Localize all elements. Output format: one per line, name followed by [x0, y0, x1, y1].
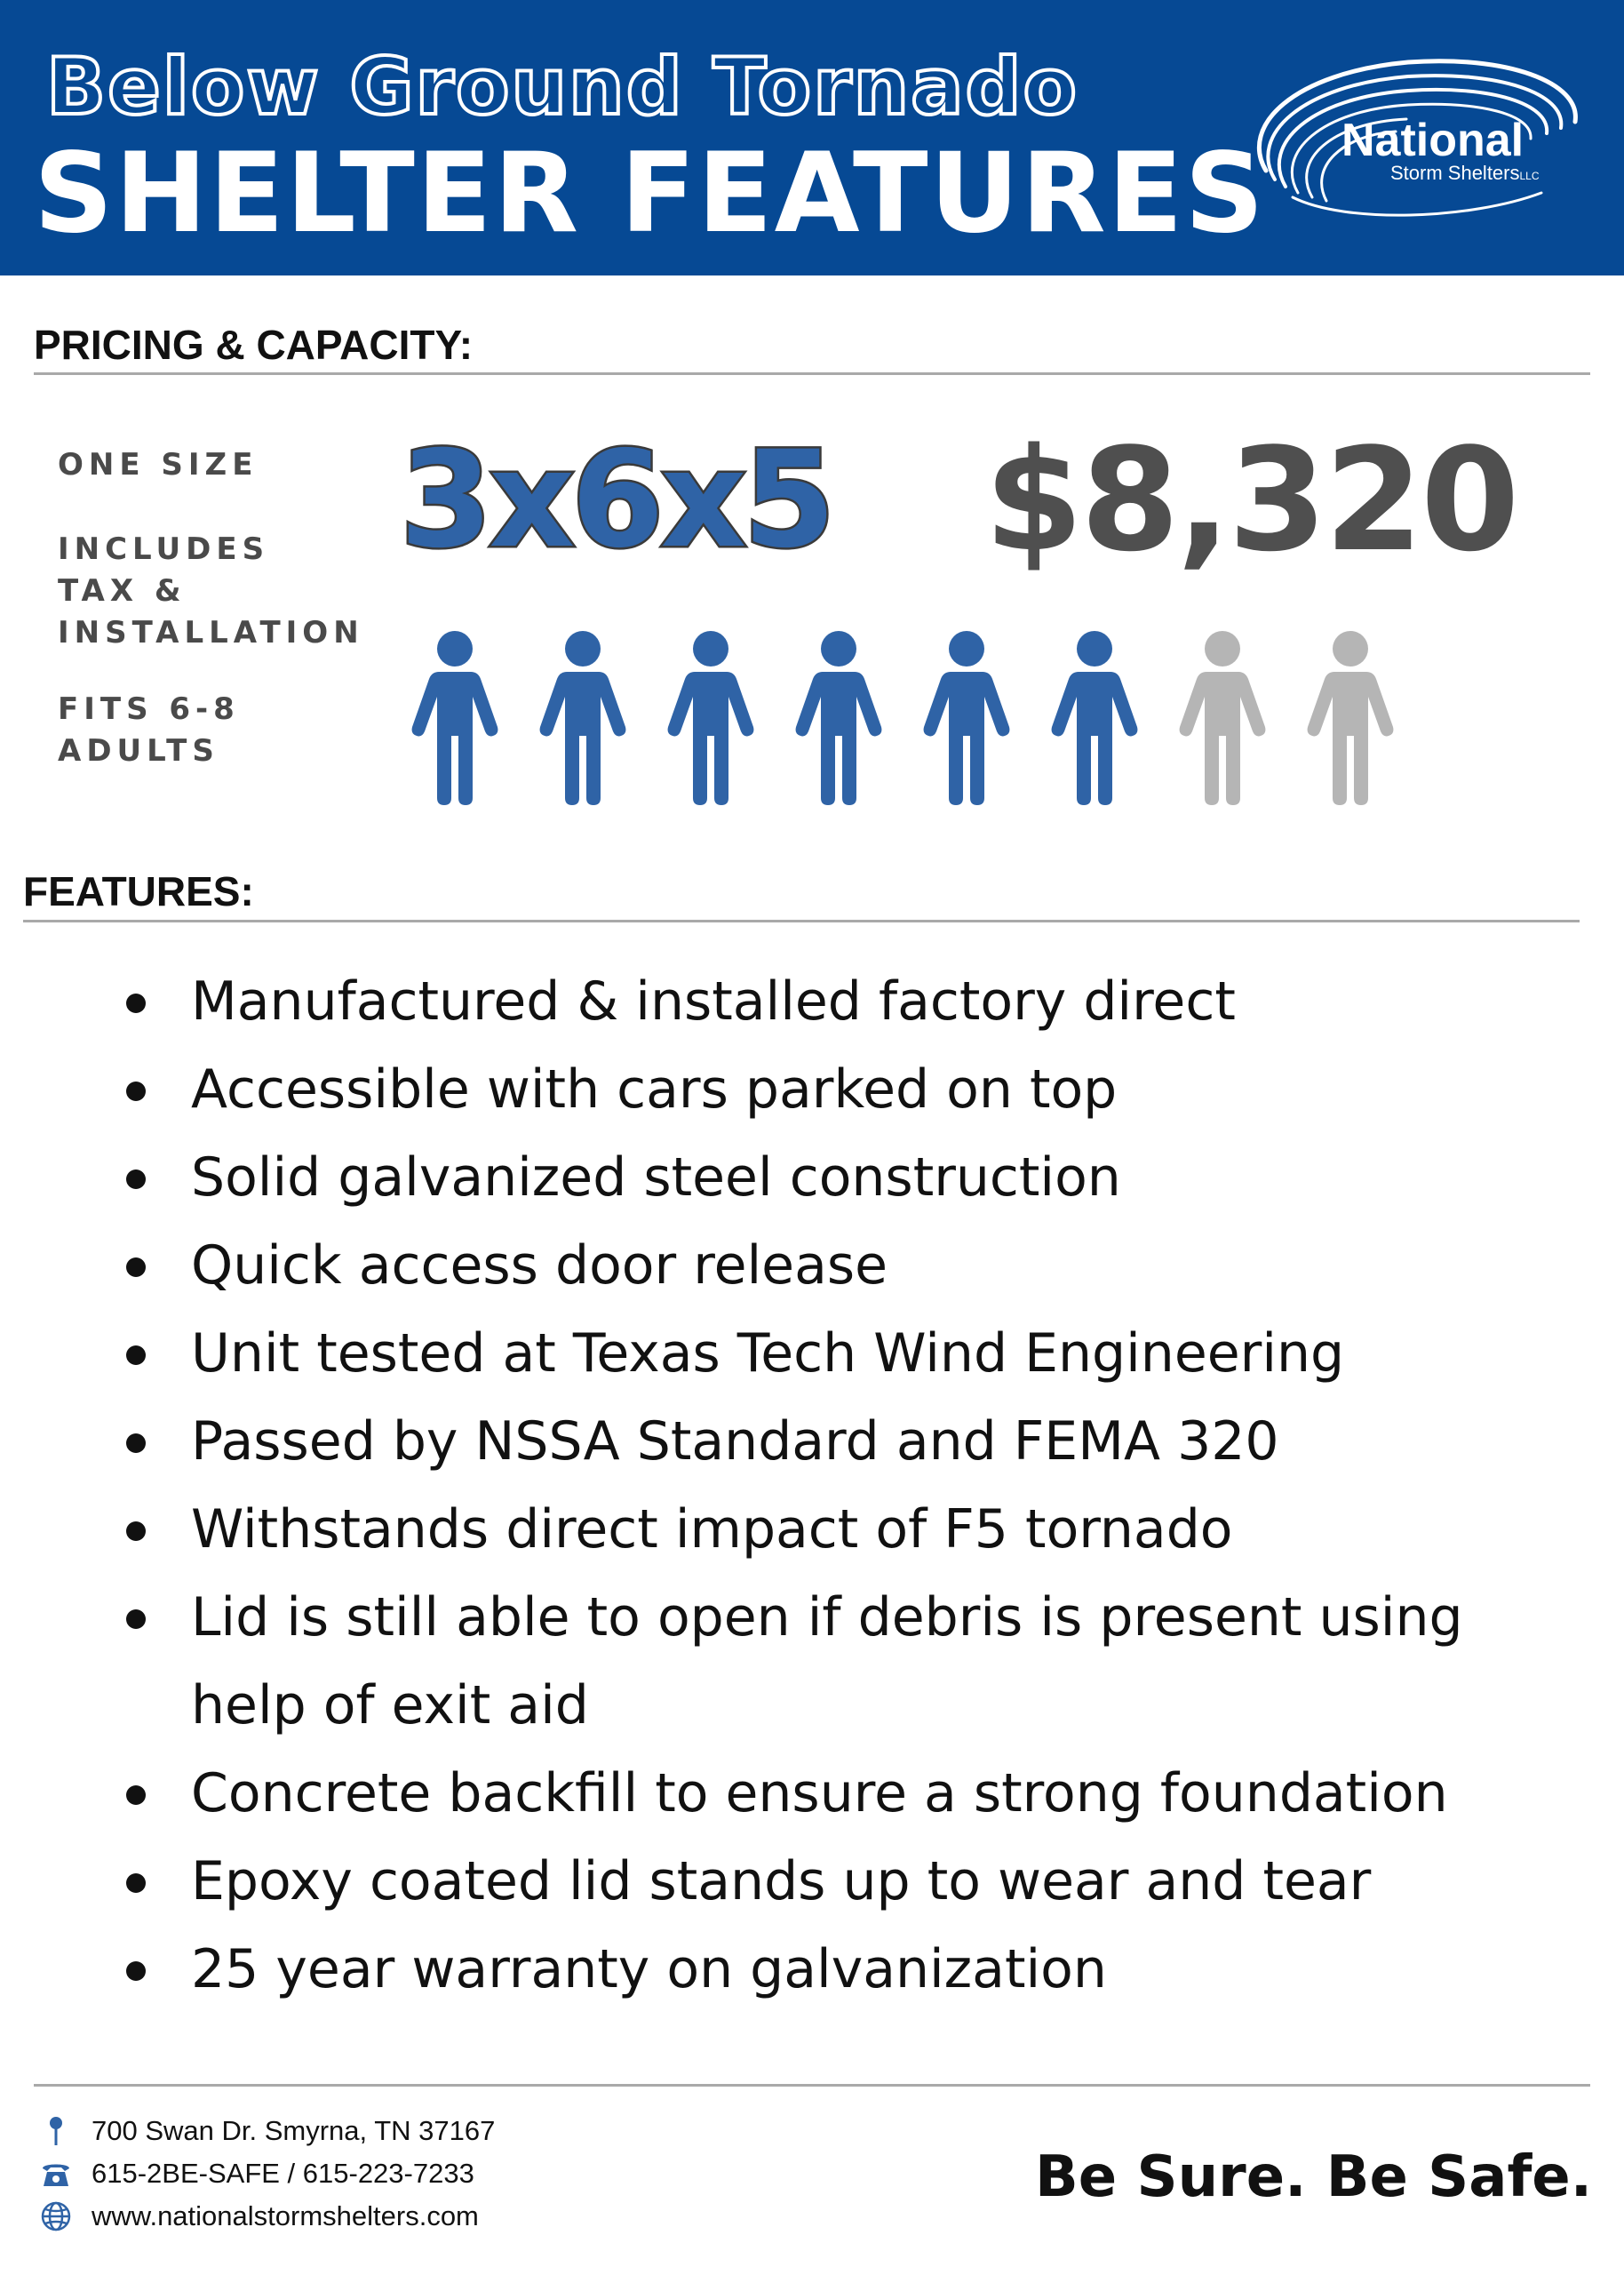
footer-tagline: Be Sure. Be Safe.: [1035, 2144, 1592, 2210]
pricing-divider: [34, 372, 1590, 375]
phone-text: 615-2BE-SAFE / 615-223-7233: [92, 2158, 474, 2189]
bullet-icon: [126, 1873, 146, 1893]
feature-text: Withstands direct impact of F5 tornado: [191, 1498, 1233, 1561]
bullet-icon: [126, 1257, 146, 1277]
size-label: ONE SIZE: [58, 447, 259, 483]
logo-tagline-text: Storm Shelters: [1390, 162, 1520, 184]
bullet-icon: [126, 1345, 146, 1365]
feature-item: [124, 1750, 1546, 1838]
feature-item: [124, 1398, 1546, 1486]
capacity-people-icons: [402, 629, 1423, 807]
telephone-icon: [40, 2158, 72, 2190]
globe-icon: [40, 2200, 72, 2232]
logo-suffix: LLC: [1519, 170, 1540, 182]
address-text: 700 Swan Dr. Smyrna, TN 37167: [92, 2115, 496, 2146]
feature-text: Unit tested at Texas Tech Wind Engineering: [191, 1322, 1345, 1385]
website-link[interactable]: www.nationalstormshelters.com: [92, 2200, 479, 2231]
bullet-icon: [126, 1609, 146, 1629]
logo-name: National: [1341, 115, 1524, 166]
feature-text: Quick access door release: [191, 1234, 888, 1297]
shelter-price: $8,320: [984, 417, 1517, 583]
footer-divider: [34, 2084, 1590, 2087]
bullet-icon: [126, 1785, 146, 1805]
pricing-heading: PRICING & CAPACITY:: [34, 322, 474, 368]
includes-label-line3: INSTALLATION: [58, 615, 364, 651]
page-title: SHELTER FEATURES: [34, 130, 1266, 258]
person-icon-filled: [1041, 629, 1148, 807]
feature-item: [124, 1486, 1546, 1574]
feature-text: Lid is still able to open if debris is present using help of exit aid: [191, 1586, 1463, 1736]
features-divider: [23, 920, 1580, 922]
bullet-icon: [126, 1169, 146, 1189]
includes-label-line1: INCLUDES: [58, 531, 270, 567]
person-icon-filled: [913, 629, 1020, 807]
feature-item: [124, 1134, 1546, 1222]
header-banner: [0, 0, 1624, 275]
features-list: [124, 958, 1546, 2014]
feature-text: Solid galvanized steel construction: [191, 1146, 1121, 1209]
feature-text: Passed by NSSA Standard and FEMA 320: [191, 1410, 1279, 1473]
logo-tagline: [1390, 162, 1540, 185]
feature-item: [124, 958, 1546, 1046]
feature-item: [124, 1926, 1546, 2014]
fits-label-line1: FITS 6-8: [58, 691, 240, 727]
includes-label-line2: TAX &: [58, 573, 187, 609]
feature-item: [124, 1310, 1546, 1398]
feature-item: [124, 1838, 1546, 1926]
header-subtitle: Below Ground Tornado: [46, 41, 1079, 132]
feature-item: [124, 1222, 1546, 1310]
company-logo: [1239, 46, 1590, 224]
person-icon-filled: [657, 629, 764, 807]
map-pin-icon: [40, 2115, 72, 2147]
shelter-dimensions: 3x6x5: [400, 423, 832, 578]
person-icon-filled: [529, 629, 636, 807]
bullet-icon: [126, 1521, 146, 1541]
feature-item: [124, 1574, 1546, 1750]
fits-label-line2: ADULTS: [58, 733, 219, 769]
person-icon-empty: [1169, 629, 1276, 807]
features-heading: FEATURES:: [23, 868, 254, 914]
bullet-icon: [126, 1082, 146, 1101]
person-icon-empty: [1297, 629, 1404, 807]
person-icon-filled: [402, 629, 508, 807]
feature-item: [124, 1046, 1546, 1134]
bullet-icon: [126, 994, 146, 1013]
feature-text: 25 year warranty on galvanization: [191, 1938, 1107, 2000]
feature-text: Concrete backfill to ensure a strong foundation: [191, 1762, 1448, 1824]
bullet-icon: [126, 1433, 146, 1453]
person-icon-filled: [785, 629, 892, 807]
feature-text: Epoxy coated lid stands up to wear and tear: [191, 1850, 1372, 1912]
feature-text: Manufactured & installed factory direct: [191, 970, 1236, 1033]
bullet-icon: [126, 1961, 146, 1981]
feature-text: Accessible with cars parked on top: [191, 1058, 1118, 1121]
